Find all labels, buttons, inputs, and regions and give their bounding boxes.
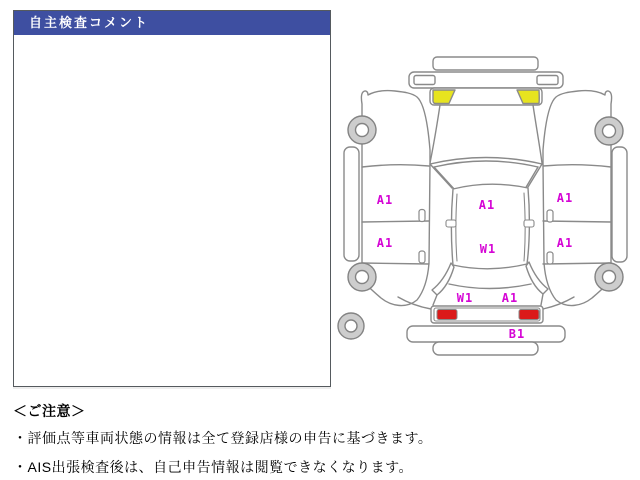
marker-roof-front: A1 (478, 198, 496, 212)
windshield-top-arc-inner (434, 161, 538, 167)
tailgate-side-left (433, 295, 437, 305)
tail-light-left-highlight (437, 310, 457, 320)
notice-block (13, 401, 633, 480)
marker-tailgate-left: W1 (456, 291, 474, 305)
c-pillar-flap-left (432, 263, 454, 295)
comment-body (14, 35, 330, 386)
notice-line: ・AIS出張検査後は、自己申告情報は閲覧できなくなります。 (13, 459, 413, 475)
marker-door-rear-right: A1 (556, 236, 574, 250)
tail-light-right-highlight (519, 310, 539, 320)
notice-line: ・評価点等車両状態の情報は全て登録店様の申告に基づきます。 (13, 430, 433, 446)
door-line-left-mid (362, 221, 429, 222)
front-bumper-top (433, 57, 538, 70)
a-pillar-right (525, 164, 542, 189)
b-pillar-stub-right (524, 220, 534, 227)
door-handle-front-left (419, 210, 425, 222)
door-handle-front-right (547, 210, 553, 222)
a-pillar-left (430, 164, 455, 190)
marker-roof-rear: W1 (479, 242, 497, 256)
panel-title: 自主検査コメント (29, 15, 150, 30)
notice-heading: ＜ご注意＞ (13, 403, 86, 419)
marker-rear-bumper: B1 (508, 327, 526, 341)
front-lamp-right (537, 76, 558, 85)
side-sill-right (612, 147, 627, 262)
car-damage-diagram (330, 50, 640, 365)
rear-bumper (407, 326, 565, 342)
self-inspection-comment-panel (13, 10, 331, 387)
door-handle-rear-left (419, 251, 425, 263)
rear-bumper-lower (433, 342, 538, 355)
hood-side-right (533, 105, 542, 163)
door-handle-rear-right (547, 252, 553, 264)
rear-glass-bottom-arc (449, 284, 531, 289)
side-sill-left (344, 147, 359, 261)
roof-panel (452, 184, 530, 269)
tailgate-side-right (541, 294, 543, 305)
front-lamp-left (414, 76, 435, 85)
marker-tailgate-right: A1 (501, 291, 519, 305)
marker-door-rear-left: A1 (376, 236, 394, 250)
marker-door-front-left: A1 (376, 193, 394, 207)
panel-header (14, 11, 330, 35)
b-pillar-stub-left (446, 220, 456, 227)
door-line-left-bottom (362, 263, 429, 264)
hood-side-left (430, 105, 440, 163)
marker-door-front-right: A1 (556, 191, 574, 205)
